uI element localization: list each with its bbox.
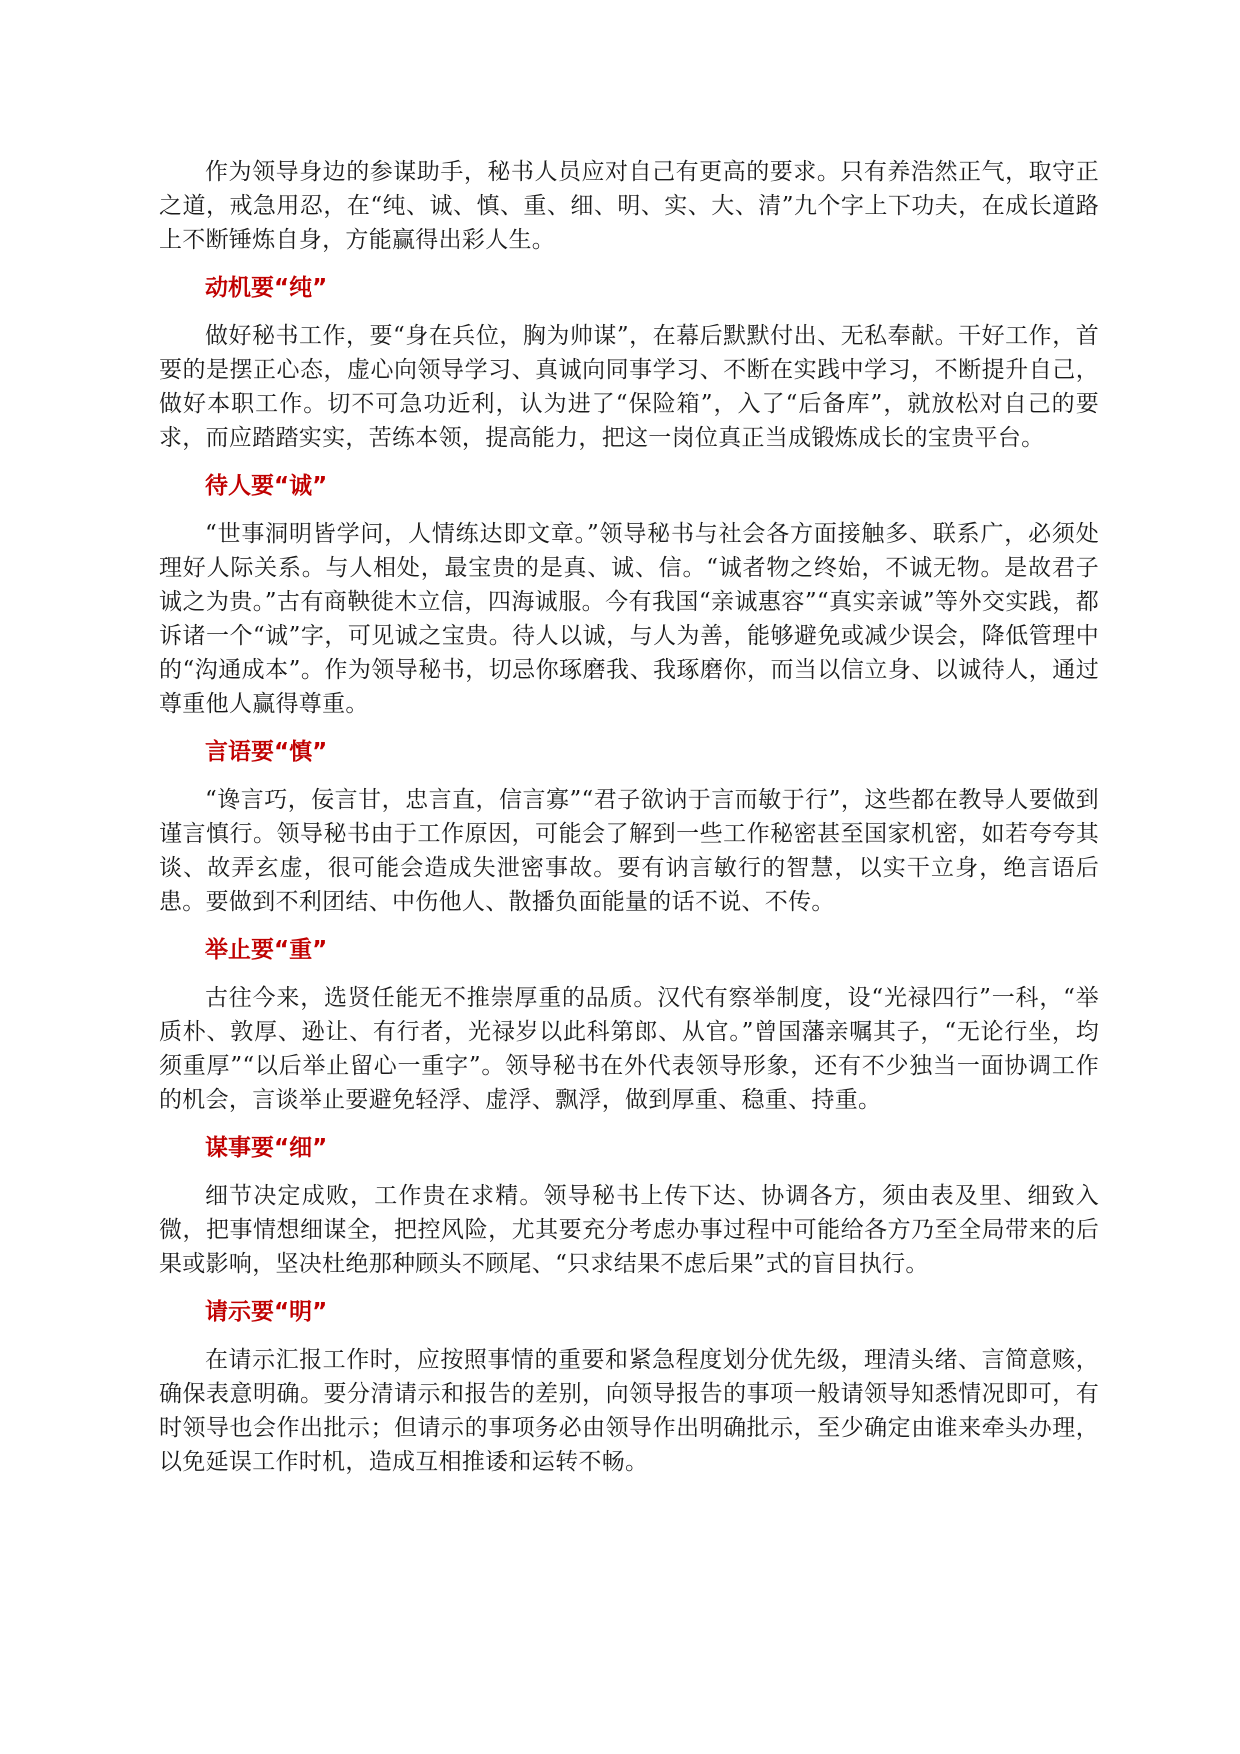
- section-heading: 谋事要“细”: [205, 1135, 328, 1161]
- section-body: “谗言巧，佞言甘，忠言直，信言寡”“君子欲讷于言而敏于行”，这些都在教导人要做到谨言慎行。领导秘书由于工作原因，可能会了解到一些工作秘密甚至国家机密，如若夸夸其谈、故弄玄虚，很可能会造成失泄密事故。要有讷言敏行的智慧，以实干立身，绝言语后患。要做到不利团结、中伤他人、散播负面能量的话不说、不传。: [159, 787, 1099, 915]
- section-body: 做好秘书工作，要“身在兵位，胸为帅谋”，在幕后默默付出、无私奉献。干好工作，首要的是摆正心态，虚心向领导学习、真诚向同事学习、不断在实践中学习，不断提升自己，做好本职工作。切不可急功近利，认为进了“保险箱”，入了“后备库”，就放松对自己的要求，而应踏踏实实，苦练本领，提高能力，把这一岗位真正当成锻炼成长的宝贵平台。: [159, 323, 1099, 451]
- section-sincerity: [159, 469, 1099, 721]
- section-body: 细节决定成败，工作贵在求精。领导秘书上传下达、协调各方，须由表及里、细致入微，把事情想细谋全，把控风险，尤其要充分考虑办事过程中可能给各方乃至全局带来的后果或影响，坚决杜绝那种顾头不顾尾、“只求结果不虑后果”式的盲目执行。: [159, 1183, 1099, 1277]
- section-heading: 待人要“诚”: [205, 473, 328, 499]
- section-motive: [159, 271, 1099, 455]
- section-gravity: [159, 933, 1099, 1117]
- section-clarity: [159, 1295, 1099, 1479]
- section-heading: 动机要“纯”: [205, 275, 328, 301]
- section-caution: [159, 735, 1099, 919]
- section-heading: 言语要“慎”: [205, 739, 328, 765]
- section-body: 在请示汇报工作时，应按照事情的重要和紧急程度划分优先级，理清头绪、言简意赅，确保表意明确。要分清请示和报告的差别，向领导报告的事项一般请领导知悉情况即可，有时领导也会作出批示；但请示的事项务必由领导作出明确批示，至少确定由谁来牵头办理，以免延误工作时机，造成互相推诿和运转不畅。: [159, 1347, 1099, 1475]
- section-body: 古往今来，选贤任能无不推崇厚重的品质。汉代有察举制度，设“光禄四行”一科，“举质朴、敦厚、逊让、有行者，光禄岁以此科第郎、从官。”曾国藩亲嘱其子，“无论行坐，均须重厚”“以后举止留心一重字”。领导秘书在外代表领导形象，还有不少独当一面协调工作的机会，言谈举止要避免轻浮、虚浮、飘浮，做到厚重、稳重、持重。: [159, 985, 1099, 1113]
- document-page: [159, 155, 1099, 1493]
- section-body: “世事洞明皆学问，人情练达即文章。”领导秘书与社会各方面接触多、联系广，必须处理好人际关系。与人相处，最宝贵的是真、诚、信。“诚者物之终始，不诚无物。是故君子诚之为贵。”古有商鞅徙木立信，四海诚服。今有我国“亲诚惠容”“真实亲诚”等外交实践，都诉诸一个“诚”字，可见诚之宝贵。待人以诚，与人为善，能够避免或减少误会，降低管理中的“沟通成本”。作为领导秘书，切忌你琢磨我、我琢磨你，而当以信立身、以诚待人，通过尊重他人赢得尊重。: [159, 521, 1099, 717]
- section-detail: [159, 1131, 1099, 1281]
- section-heading: 举止要“重”: [205, 937, 328, 963]
- intro-paragraph: 作为领导身边的参谋助手，秘书人员应对自己有更高的要求。只有养浩然正气，取守正之道，戒急用忍，在“纯、诚、慎、重、细、明、实、大、清”九个字上下功夫，在成长道路上不断锤炼自身，方能赢得出彩人生。: [159, 159, 1099, 253]
- section-heading: 请示要“明”: [205, 1299, 328, 1325]
